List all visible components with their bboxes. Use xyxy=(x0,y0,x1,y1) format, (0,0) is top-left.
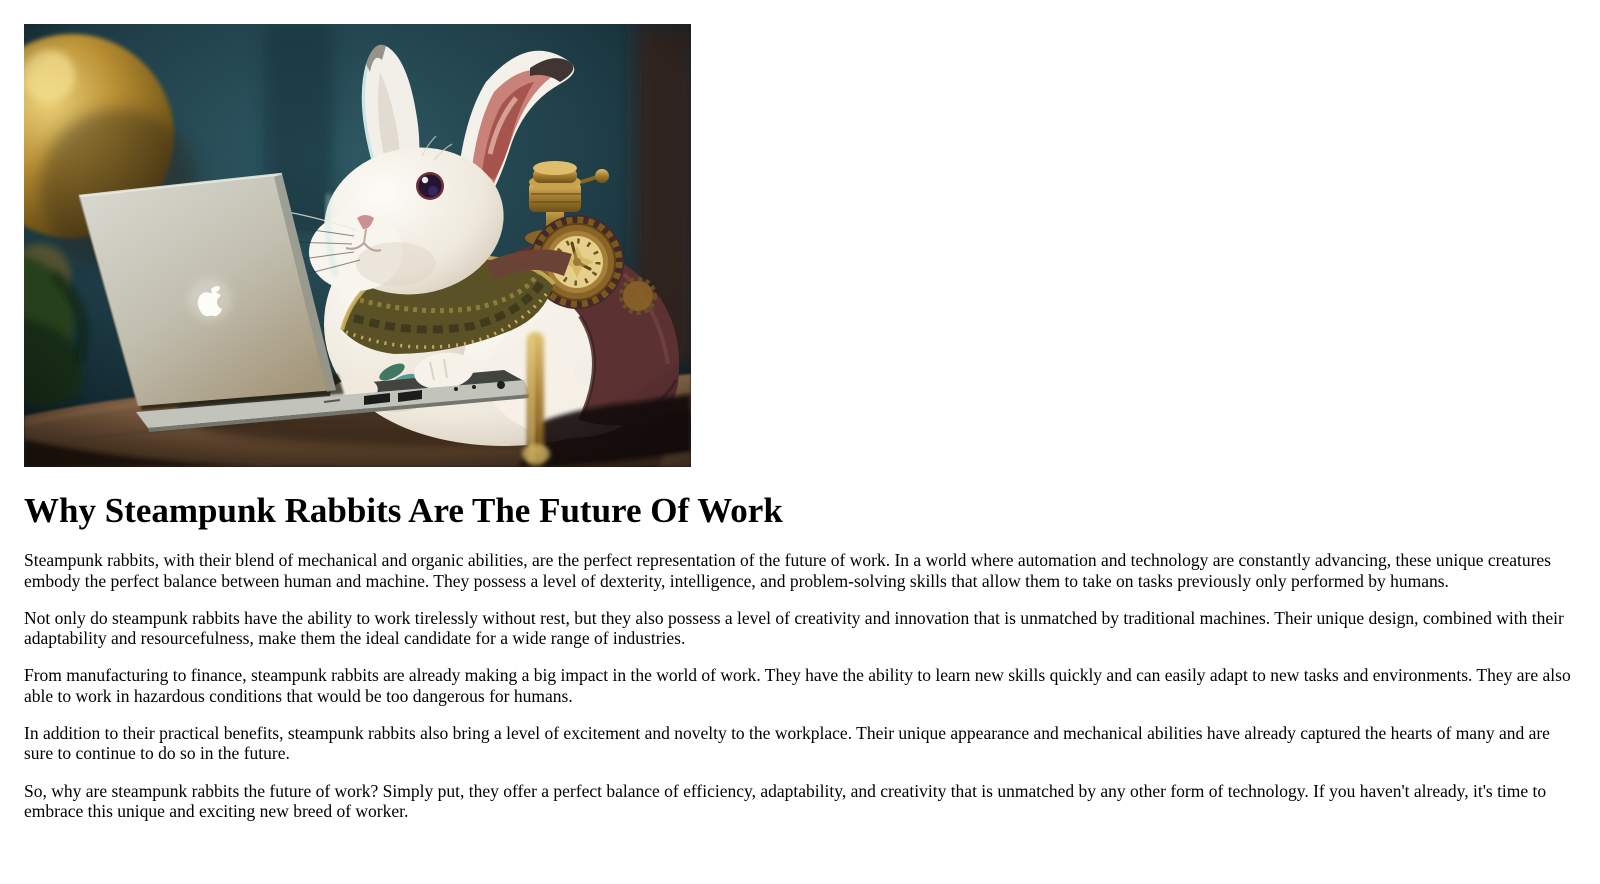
article-paragraph: Steampunk rabbits, with their blend of mechanical and organic abilities, are the perfect representation of the future of work. In a world where automation and technology are constantly advancing, these unique creatures embody the perfect balance between human and machine. They possess a level of dexterity, intelligence, and problem-solving skills that allow them to take on tasks previously only performed by humans. xyxy=(24,550,1551,591)
article-title: Why Steampunk Rabbits Are The Future Of Work xyxy=(24,491,783,530)
article-body xyxy=(24,550,1576,821)
article-paragraph: Not only do steampunk rabbits have the ability to work tirelessly without rest, but they also possess a level of creativity and innovation that is unmatched by traditional machines. Their unique design, combined with their adaptability and resourcefulness, make them the ideal candidate for a wide range of industries. xyxy=(24,607,1564,649)
steampunk-rabbit-illustration xyxy=(24,24,691,467)
article-paragraph: So, why are steampunk rabbits the future of work? Simply put, they offer a perfect balance of efficiency, adaptability, and creativity that is unmatched by any other form of technology. If you haven't already, it's time to embrace this unique and exciting new breed of worker. xyxy=(24,780,1547,821)
hero-image xyxy=(24,24,691,467)
article-paragraph: From manufacturing to finance, steampunk rabbits are already making a big impact in the world of work. They have the ability to learn new skills quickly and can easily adapt to new tasks and environments. They are also able to work in hazardous conditions that would be too dangerous for humans. xyxy=(24,665,1571,706)
article-paragraph: In addition to their practical benefits, steampunk rabbits also bring a level of excitement and novelty to the workplace. Their unique appearance and mechanical abilities have already captured the hearts of many and are sure to continue to do so in the future. xyxy=(24,723,1550,764)
vignette-overlay xyxy=(24,24,691,467)
